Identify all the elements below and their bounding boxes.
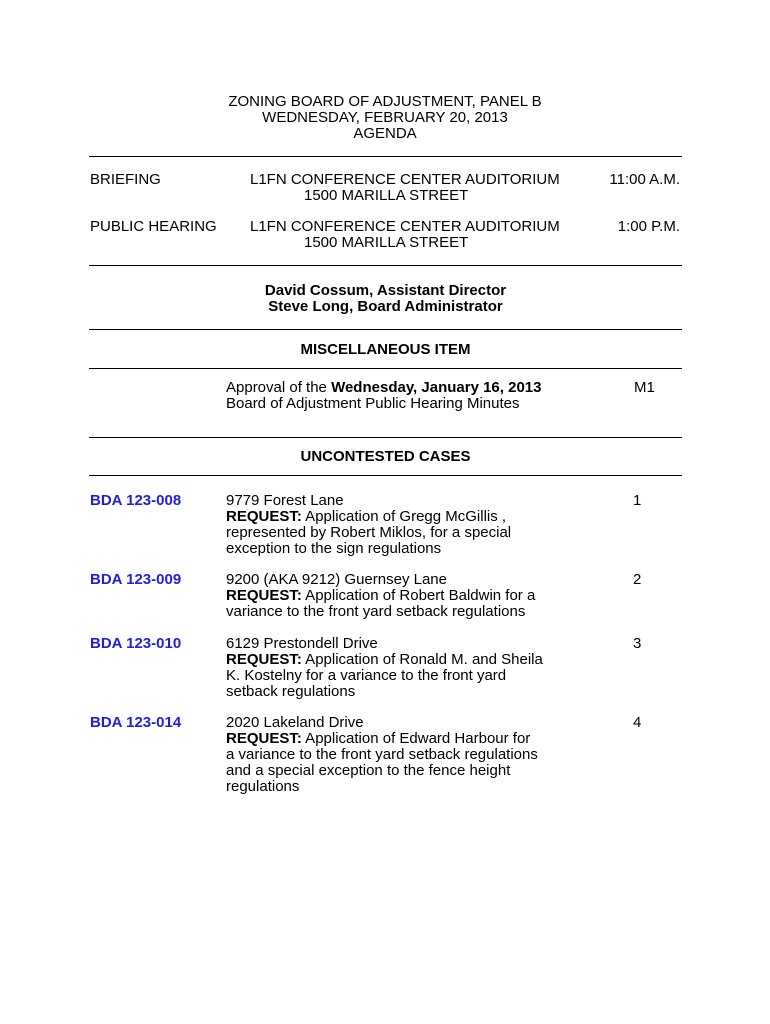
case-request [226, 652, 543, 668]
misc-text-line2: Board of Adjustment Public Hearing Minutes [226, 395, 520, 412]
request-text: represented by Robert Miklos, for a special [226, 524, 512, 541]
request-label: REQUEST: [226, 730, 302, 747]
case-address: 6129 Prestondell Drive [226, 635, 378, 652]
case-address: 9779 Forest Lane [226, 492, 344, 509]
case-request [226, 509, 506, 525]
request-text: Application of Robert Baldwin for a [301, 587, 536, 604]
case-number: 2 [633, 571, 642, 588]
request-label: REQUEST: [226, 587, 302, 604]
request-label: REQUEST: [226, 651, 302, 668]
case-request [226, 588, 535, 604]
request-text: a variance to the front yard setback regulations [226, 746, 538, 763]
case-address: 2020 Lakeland Drive [226, 714, 364, 731]
case-number: 1 [633, 492, 642, 509]
case-address: 9200 (AKA 9212) Guernsey Lane [226, 571, 447, 588]
request-text: setback regulations [226, 683, 356, 700]
divider [89, 475, 682, 476]
request-text: Application of Gregg McGillis , [301, 508, 507, 525]
divider [89, 329, 682, 330]
divider [89, 265, 682, 266]
request-text: variance to the front yard setback regulations [226, 603, 526, 620]
case-number: 3 [633, 635, 642, 652]
case-request [226, 731, 530, 747]
request-text: K. Kostelny for a variance to the front yard [226, 667, 507, 684]
misc-text-prefix: Approval of the [226, 379, 332, 396]
header-title: ZONING BOARD OF ADJUSTMENT, PANEL B [228, 93, 542, 110]
case-number: 4 [633, 714, 642, 731]
header-agenda: AGENDA [353, 125, 417, 142]
divider [89, 156, 682, 157]
staff-administrator: Steve Long, Board Administrator [268, 298, 503, 315]
staff-director: David Cossum, Assistant Director [264, 282, 507, 299]
briefing-time: 11:00 A.M. [609, 171, 680, 188]
public-hearing-location: L1FN CONFERENCE CENTER AUDITORIUM [250, 218, 560, 235]
divider [89, 368, 682, 369]
misc-number: M1 [634, 379, 655, 396]
misc-text-line1 [226, 380, 541, 396]
misc-heading: MISCELLANEOUS ITEM [300, 341, 471, 358]
case-id: BDA 123-008 [90, 492, 182, 509]
request-label: REQUEST: [226, 508, 302, 525]
briefing-address: 1500 MARILLA STREET [304, 187, 469, 204]
public-hearing-address: 1500 MARILLA STREET [304, 234, 469, 251]
briefing-label: BRIEFING [90, 171, 161, 188]
request-text: exception to the sign regulations [226, 540, 442, 557]
request-text: Application of Ronald M. and Sheila [301, 651, 543, 668]
case-id: BDA 123-010 [90, 635, 182, 652]
request-text: and a special exception to the fence height [226, 762, 511, 779]
uncontested-heading: UNCONTESTED CASES [300, 448, 471, 465]
request-text: Application of Edward Harbour for [301, 730, 531, 747]
divider [89, 437, 682, 438]
public-hearing-label: PUBLIC HEARING [90, 218, 217, 235]
case-id: BDA 123-009 [90, 571, 182, 588]
case-id: BDA 123-014 [90, 714, 182, 731]
header-date: WEDNESDAY, FEBRUARY 20, 2013 [262, 109, 508, 126]
request-text: regulations [226, 778, 300, 795]
briefing-location: L1FN CONFERENCE CENTER AUDITORIUM [250, 171, 560, 188]
misc-text-date: Wednesday, January 16, 2013 [331, 379, 542, 396]
public-hearing-time: 1:00 P.M. [617, 218, 680, 235]
